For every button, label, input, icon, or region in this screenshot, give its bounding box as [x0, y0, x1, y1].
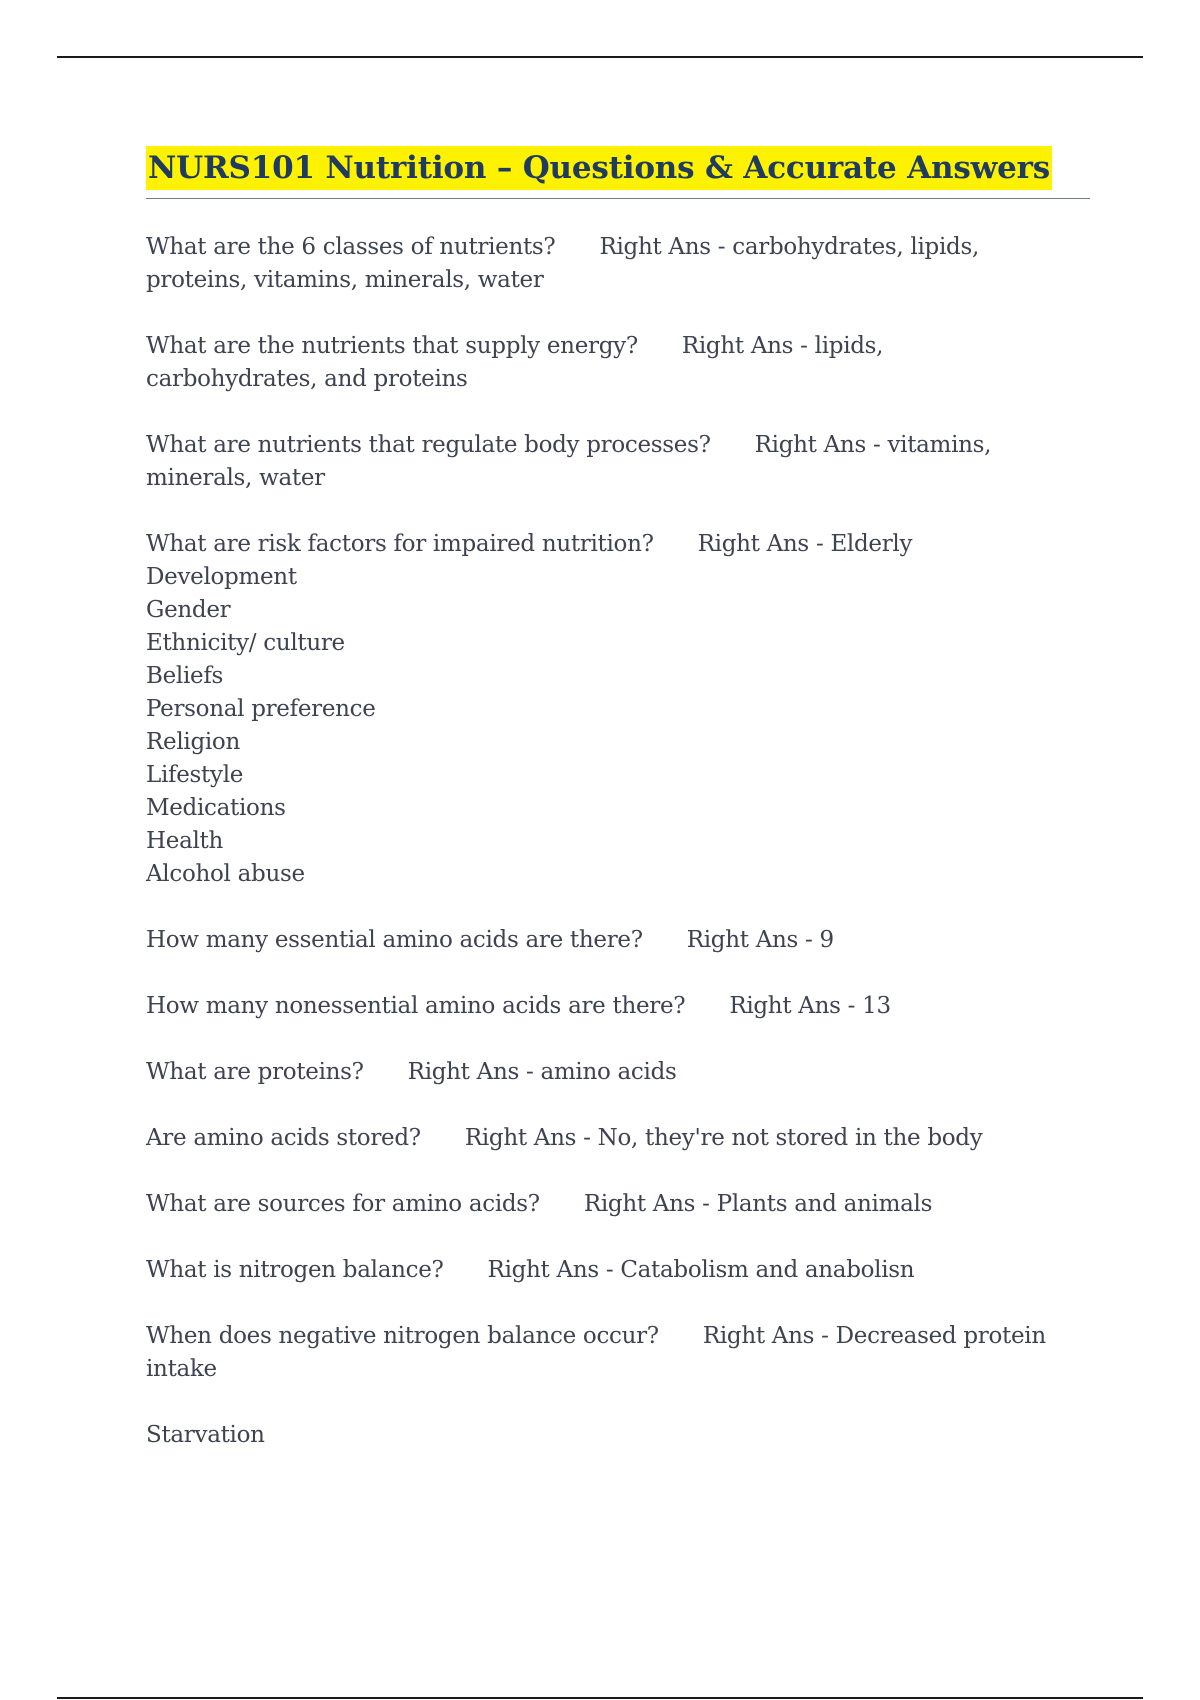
- answer-line: Lifestyle: [146, 762, 244, 788]
- answer-text: 13: [862, 993, 891, 1019]
- answer-line: Gender: [146, 597, 231, 623]
- question-text: How many nonessential amino acids are there?: [146, 993, 686, 1019]
- answer-line: Medications: [146, 795, 286, 821]
- answer-text: Catabolism and anabolisn: [620, 1257, 915, 1283]
- qa-item: [146, 528, 1090, 891]
- qa-item: [146, 1254, 1090, 1287]
- top-rule: [57, 56, 1143, 58]
- question-text: What are sources for amino acids?: [146, 1191, 540, 1217]
- answer-text: Elderly: [830, 531, 913, 557]
- answer-line: Health: [146, 828, 223, 854]
- answer-prefix: Right Ans -: [702, 1323, 836, 1349]
- answer-text: vitamins,: [887, 432, 992, 458]
- answer-line: carbohydrates, and proteins: [146, 366, 468, 392]
- document-title: NURS101 Nutrition – Questions & Accurate Answers: [146, 146, 1052, 190]
- answer-prefix: Right Ans -: [487, 1257, 621, 1283]
- question-text: Are amino acids stored?: [146, 1125, 421, 1151]
- question-text: When does negative nitrogen balance occur?: [146, 1323, 659, 1349]
- qa-item: [146, 330, 1090, 396]
- bottom-rule: [57, 1697, 1143, 1699]
- question-text: What are risk factors for impaired nutrition?: [146, 531, 654, 557]
- answer-prefix: Right Ans -: [681, 333, 815, 359]
- document-body: [146, 146, 1090, 1485]
- answer-text: Decreased protein: [835, 1323, 1046, 1349]
- answer-text: amino acids: [540, 1059, 677, 1085]
- answer-text: 9: [819, 927, 834, 953]
- trailing-text: Starvation: [146, 1422, 265, 1448]
- answer-text: No, they're not stored in the body: [597, 1125, 983, 1151]
- qa-item: [146, 924, 1090, 957]
- qa-item: [146, 1122, 1090, 1155]
- question-text: What are the nutrients that supply energy?: [146, 333, 638, 359]
- answer-prefix: Right Ans -: [754, 432, 888, 458]
- question-text: What is nitrogen balance?: [146, 1257, 444, 1283]
- answer-prefix: Right Ans -: [599, 234, 733, 260]
- qa-item: [146, 429, 1090, 495]
- answer-line: proteins, vitamins, minerals, water: [146, 267, 544, 293]
- question-text: What are the 6 classes of nutrients?: [146, 234, 556, 260]
- answer-text: carbohydrates, lipids,: [732, 234, 979, 260]
- qa-item: [146, 1320, 1090, 1386]
- title-block: [146, 146, 1090, 199]
- question-text: What are proteins?: [146, 1059, 364, 1085]
- answer-prefix: Right Ans -: [729, 993, 863, 1019]
- answer-prefix: Right Ans -: [697, 531, 831, 557]
- answer-line: Religion: [146, 729, 240, 755]
- answer-prefix: Right Ans -: [686, 927, 820, 953]
- answer-prefix: Right Ans -: [464, 1125, 598, 1151]
- answer-text: Plants and animals: [716, 1191, 933, 1217]
- answer-line: Beliefs: [146, 663, 224, 689]
- qa-item: [146, 990, 1090, 1023]
- qa-item: [146, 1056, 1090, 1089]
- question-text: How many essential amino acids are there?: [146, 927, 643, 953]
- answer-text: lipids,: [814, 333, 884, 359]
- answer-line: minerals, water: [146, 465, 325, 491]
- answer-prefix: Right Ans -: [407, 1059, 541, 1085]
- answer-prefix: Right Ans -: [583, 1191, 717, 1217]
- answer-line: Alcohol abuse: [146, 861, 305, 887]
- answer-line: Development: [146, 564, 297, 590]
- qa-item: [146, 231, 1090, 297]
- answer-line: Personal preference: [146, 696, 376, 722]
- qa-item: [146, 1188, 1090, 1221]
- question-text: What are nutrients that regulate body processes?: [146, 432, 711, 458]
- answer-line: Ethnicity/ culture: [146, 630, 345, 656]
- answer-line: intake: [146, 1356, 217, 1382]
